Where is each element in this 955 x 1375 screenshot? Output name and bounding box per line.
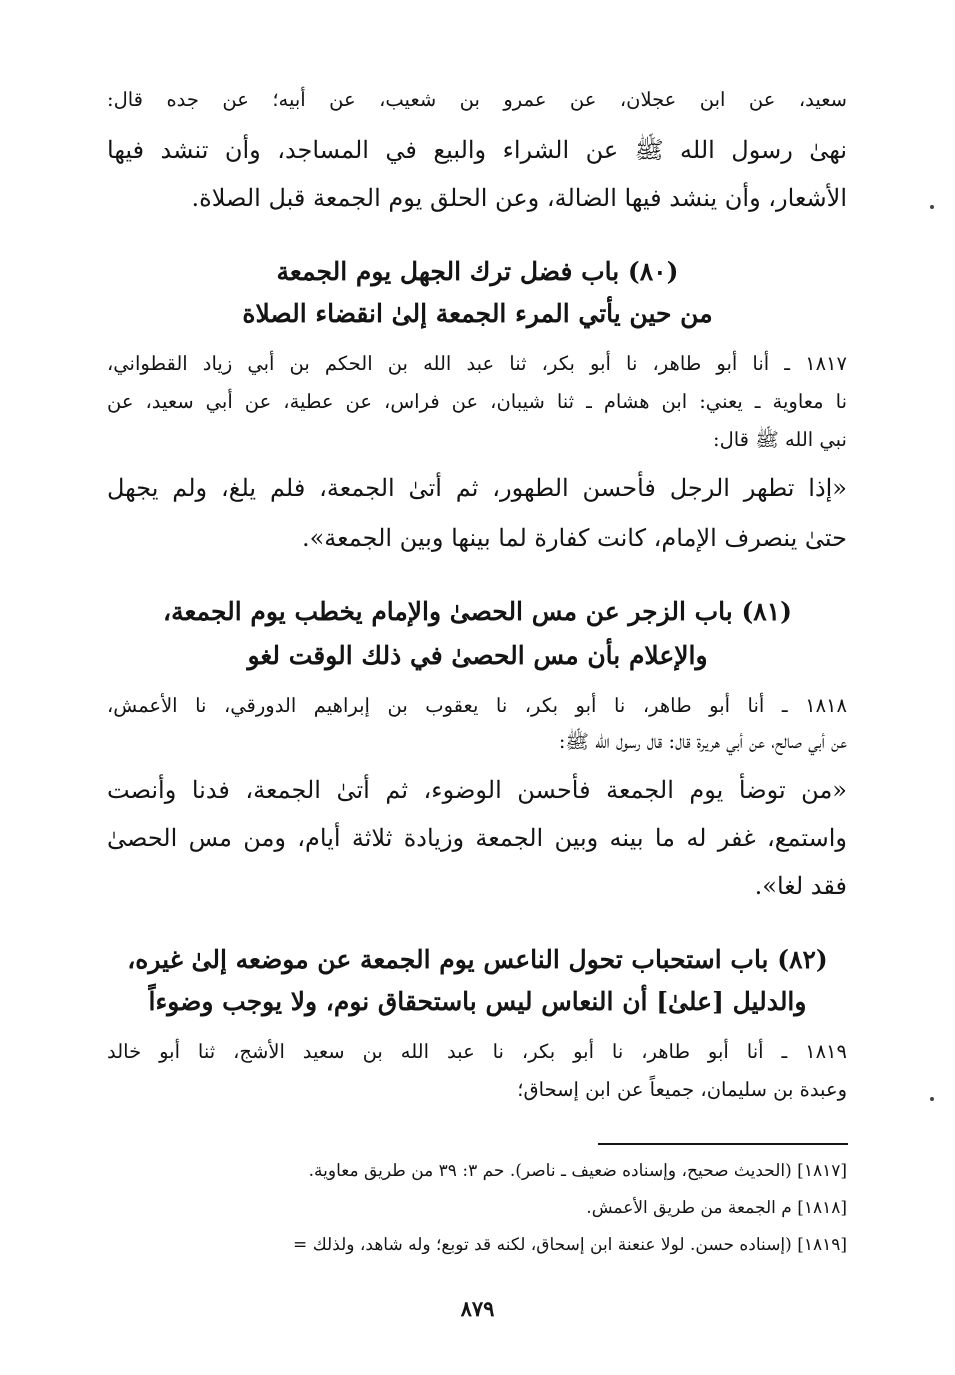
scan-speck [930,1097,934,1101]
footnote: [١٨١٧] (الحديث صحيح، وإسناده ضعيف ـ ناصر). حم ٣: ٣٩ من طريق معاوية. [308,1161,847,1181]
chapter-heading: (٨٢) باب استحباب تحول الناعس يوم الجمعة عن موضعه إلىٰ غيره، [127,945,828,974]
isnad-line: سعيد، عن ابن عجلان، عن عمرو بن شعيب، عن أبيه؛ عن جده قال: [107,88,847,111]
chapter-heading: من حين يأتي المرء الجمعة إلىٰ انقضاء الصلاة [242,299,713,328]
matn-line: نهىٰ رسول الله ﷺ عن الشراء والبيع في المساجد، وأن تنشد فيها [107,136,847,164]
matn-line: فقد لغا». [754,872,847,900]
page-number: ٨٧٩ [460,1296,495,1321]
isnad-line: نا معاوية ـ يعني: ابن هشام ـ ثنا شيبان، عن فراس، عن عطية، عن أبي سعيد، عن [107,390,847,413]
chapter-heading: والدليل [علىٰ] أن النعاس ليس باستحقاق نوم، ولا يوجب وضوءاً [148,987,807,1016]
chapter-heading: والإعلام بأن مس الحصىٰ في ذلك الوقت لغو [247,641,708,670]
isnad-line: عن أبي صالح، عن أبي هريرة قال: قال رسول الله ﷺ: [558,730,847,753]
matn-line: الأشعار، وأن ينشد فيها الضالة، وعن الحلق يوم الجمعة قبل الصلاة. [191,184,847,212]
isnad-line: وعبدة بن سليمان، جميعاً عن ابن إسحاق؛ [517,1078,847,1101]
chapter-heading: (٨٠) باب فضل ترك الجهل يوم الجمعة [276,257,679,286]
matn-line: «إذا تطهر الرجل فأحسن الطهور، ثم أتىٰ الجمعة، فلم يلغ، ولم يجهل [107,474,847,502]
matn-line: حتىٰ ينصرف الإمام، كانت كفارة لما بينها وبين الجمعة». [301,524,847,552]
footnote-separator [598,1143,848,1145]
isnad-line: ١٨١٧ ـ أنا أبو طاهر، نا أبو بكر، ثنا عبد الله بن الحكم بن أبي زياد القطواني، [107,352,847,375]
isnad-line: ١٨١٩ ـ أنا أبو طاهر، نا أبو بكر، نا عبد الله بن سعيد الأشج، ثنا أبو خالد [107,1040,847,1063]
scan-speck [930,205,934,209]
footnote: [١٨١٨] م الجمعة من طريق الأعمش. [586,1198,847,1218]
isnad-line: ١٨١٨ ـ أنا أبو طاهر، نا أبو بكر، نا يعقوب بن إبراهيم الدورقي، نا الأعمش، [107,694,847,717]
isnad-line: نبي الله ﷺ قال: [713,428,847,451]
footnote: [١٨١٩] (إسناده حسن. لولا عنعنة ابن إسحاق، لكنه قد توبع؛ وله شاهد، ولذلك = [293,1235,847,1255]
matn-line: «من توضأ يوم الجمعة فأحسن الوضوء، ثم أتىٰ الجمعة، فدنا وأنصت [107,776,847,804]
matn-line: واستمع، غفر له ما بينه وبين الجمعة وزيادة ثلاثة أيام، ومن مس الحصىٰ [107,824,847,852]
chapter-heading: (٨١) باب الزجر عن مس الحصىٰ والإمام يخطب يوم الجمعة، [163,597,792,626]
